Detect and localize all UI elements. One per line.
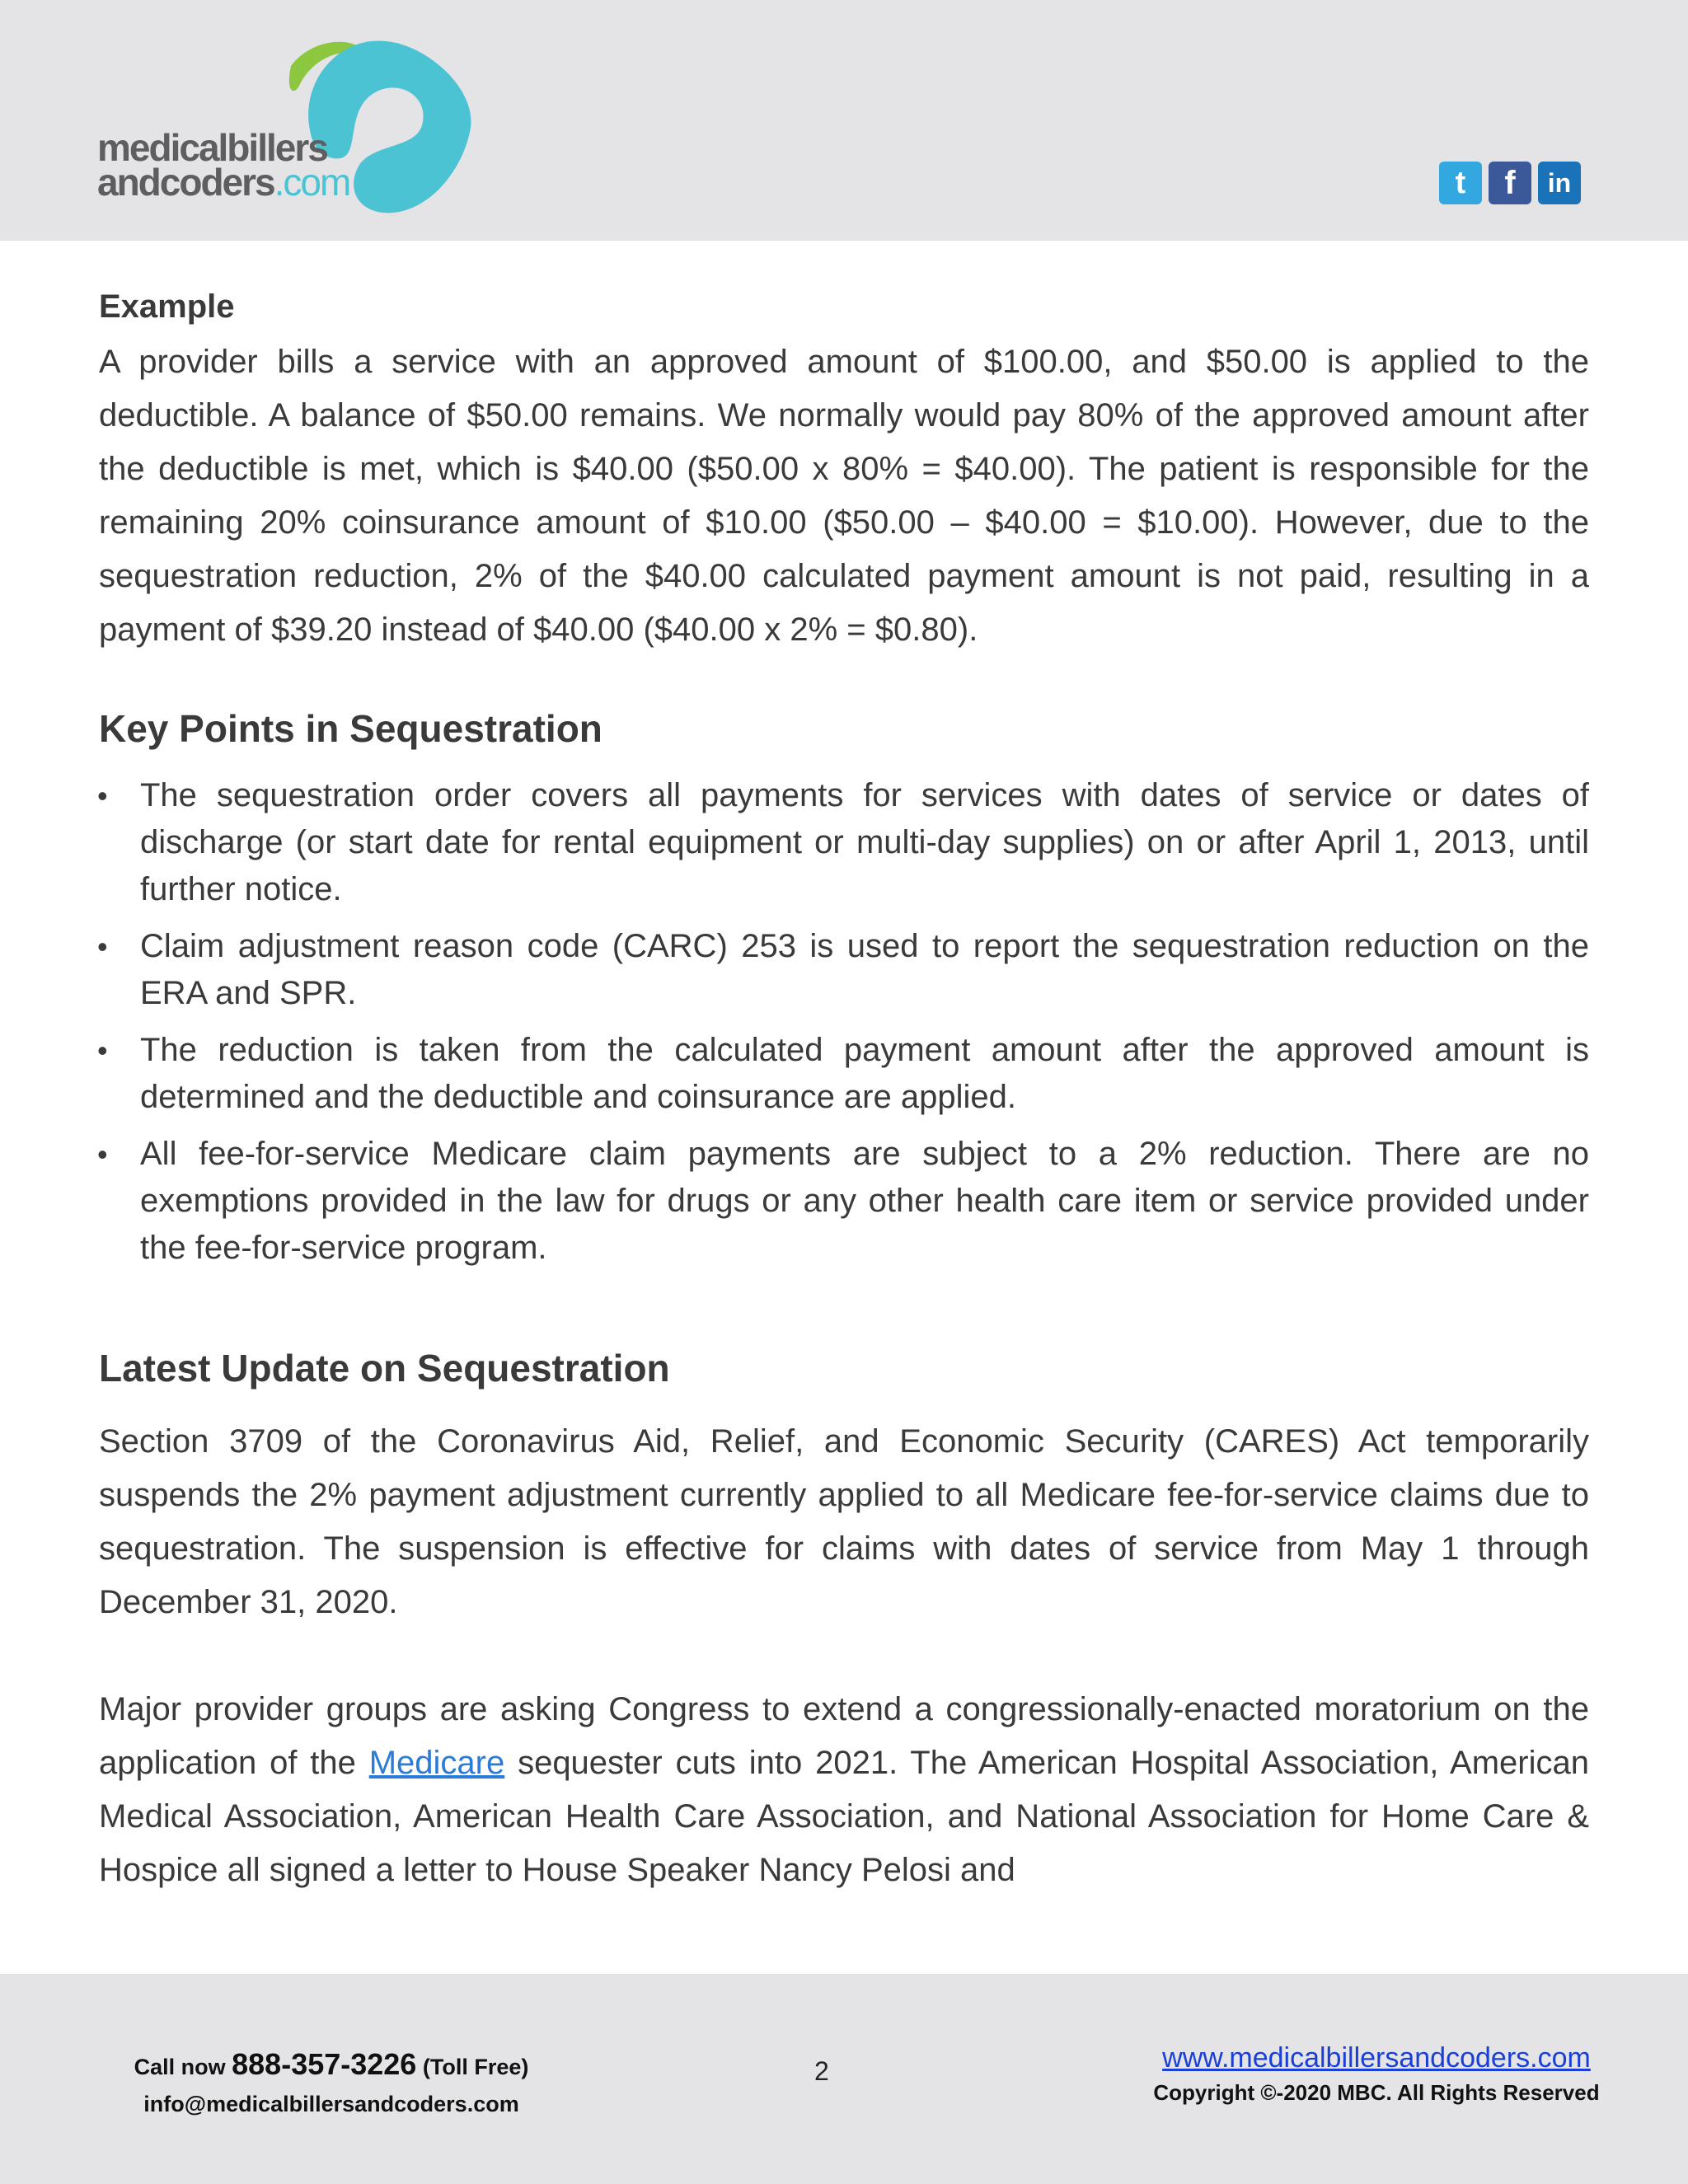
latest-update-paragraph-1: Section 3709 of the Coronavirus Aid, Relief, and Economic Security (CARES) Act temporarily suspends the 2% payment adjustment currently applied to all Medicare fee-for-service claims due to sequestration. The suspension is effective for claims with dates of service from May 1 through December 31, 2020.: [99, 1423, 1589, 1620]
logo-wordmark: [97, 126, 350, 204]
example-label: Example: [99, 288, 235, 325]
phone-number[interactable]: 888-357-3226: [232, 2047, 417, 2081]
document-body: [99, 288, 1589, 1897]
contact-email[interactable]: info@medicalbillersandcoders.com: [143, 2092, 519, 2116]
latest-update-paragraph-2: [99, 1683, 1589, 1897]
medicare-link[interactable]: Medicare: [368, 1745, 505, 1781]
list-item: • All fee-for-service Medicare claim payments are subject to a 2% reduction. There are no exemptions provided in the law for drugs or any other health care item or service provided under the fee-for-service program.: [99, 1131, 1589, 1272]
company-logo[interactable]: [97, 33, 476, 223]
paragraph-text: sequester cuts into 2021. The American Hospital Association, American Medical Association, American Health Care Association, and National Association for Home Care & Hospice all signed a letter to House Speaker Nancy Pelosi and: [99, 1745, 1589, 1888]
logo-dotcom: .com: [274, 161, 350, 204]
contact-info: [134, 2044, 529, 2121]
copyright-notice: Copyright ©-2020 MBC. All Rights Reserved: [1153, 2080, 1600, 2105]
page-header: [0, 0, 1688, 241]
example-paragraph: A provider bills a service with an approved amount of $100.00, and $50.00 is applied to the deductible. A balance of $50.00 remains. We normally would pay 80% of the approved amount after the deductible is met, which is $40.00 ($50.00 x 80% = $40.00). The patient is responsible for the remaining 20% coinsurance amount of $10.00 ($50.00 – $40.00 = $10.00). However, due to the sequestration reduction, 2% of the $40.00 calculated payment amount is not paid, resulting in a payment of $39.20 instead of $40.00 ($40.00 x 2% = $0.80).: [99, 344, 1589, 648]
linkedin-icon[interactable]: in: [1538, 162, 1581, 204]
list-item: • Claim adjustment reason code (CARC) 253 is used to report the sequestration reduction on the ERA and SPR.: [99, 923, 1589, 1017]
list-item: • The sequestration order covers all payments for services with dates of service or dates of discharge (or start date for rental equipment or multi-day supplies) on or after April 1, 2013, until further notice.: [99, 772, 1589, 913]
footer-site-info: [1137, 2038, 1615, 2107]
facebook-icon[interactable]: f: [1489, 162, 1531, 204]
page-number: 2: [814, 2056, 829, 2086]
paragraph-text: Major provider groups are asking Congress to extend a congressionally-enacted moratorium on the application of the: [99, 1691, 1589, 1781]
call-now-label: Call now: [134, 2055, 232, 2079]
twitter-icon[interactable]: t: [1439, 162, 1482, 204]
logo-line-1: medicalbillers: [97, 126, 327, 169]
logo-line-2: andcoders: [97, 161, 274, 204]
page-footer: [0, 1974, 1688, 2184]
key-points-list: [99, 772, 1589, 1272]
website-link[interactable]: www.medicalbillersandcoders.com: [1162, 2042, 1591, 2074]
key-points-heading: Key Points in Sequestration: [99, 707, 603, 750]
latest-update-heading: Latest Update on Sequestration: [99, 1347, 670, 1390]
toll-free-label: (Toll Free): [416, 2055, 529, 2079]
list-item: • The reduction is taken from the calculated payment amount after the approved amount is determined and the deductible and coinsurance are applied.: [99, 1027, 1589, 1121]
